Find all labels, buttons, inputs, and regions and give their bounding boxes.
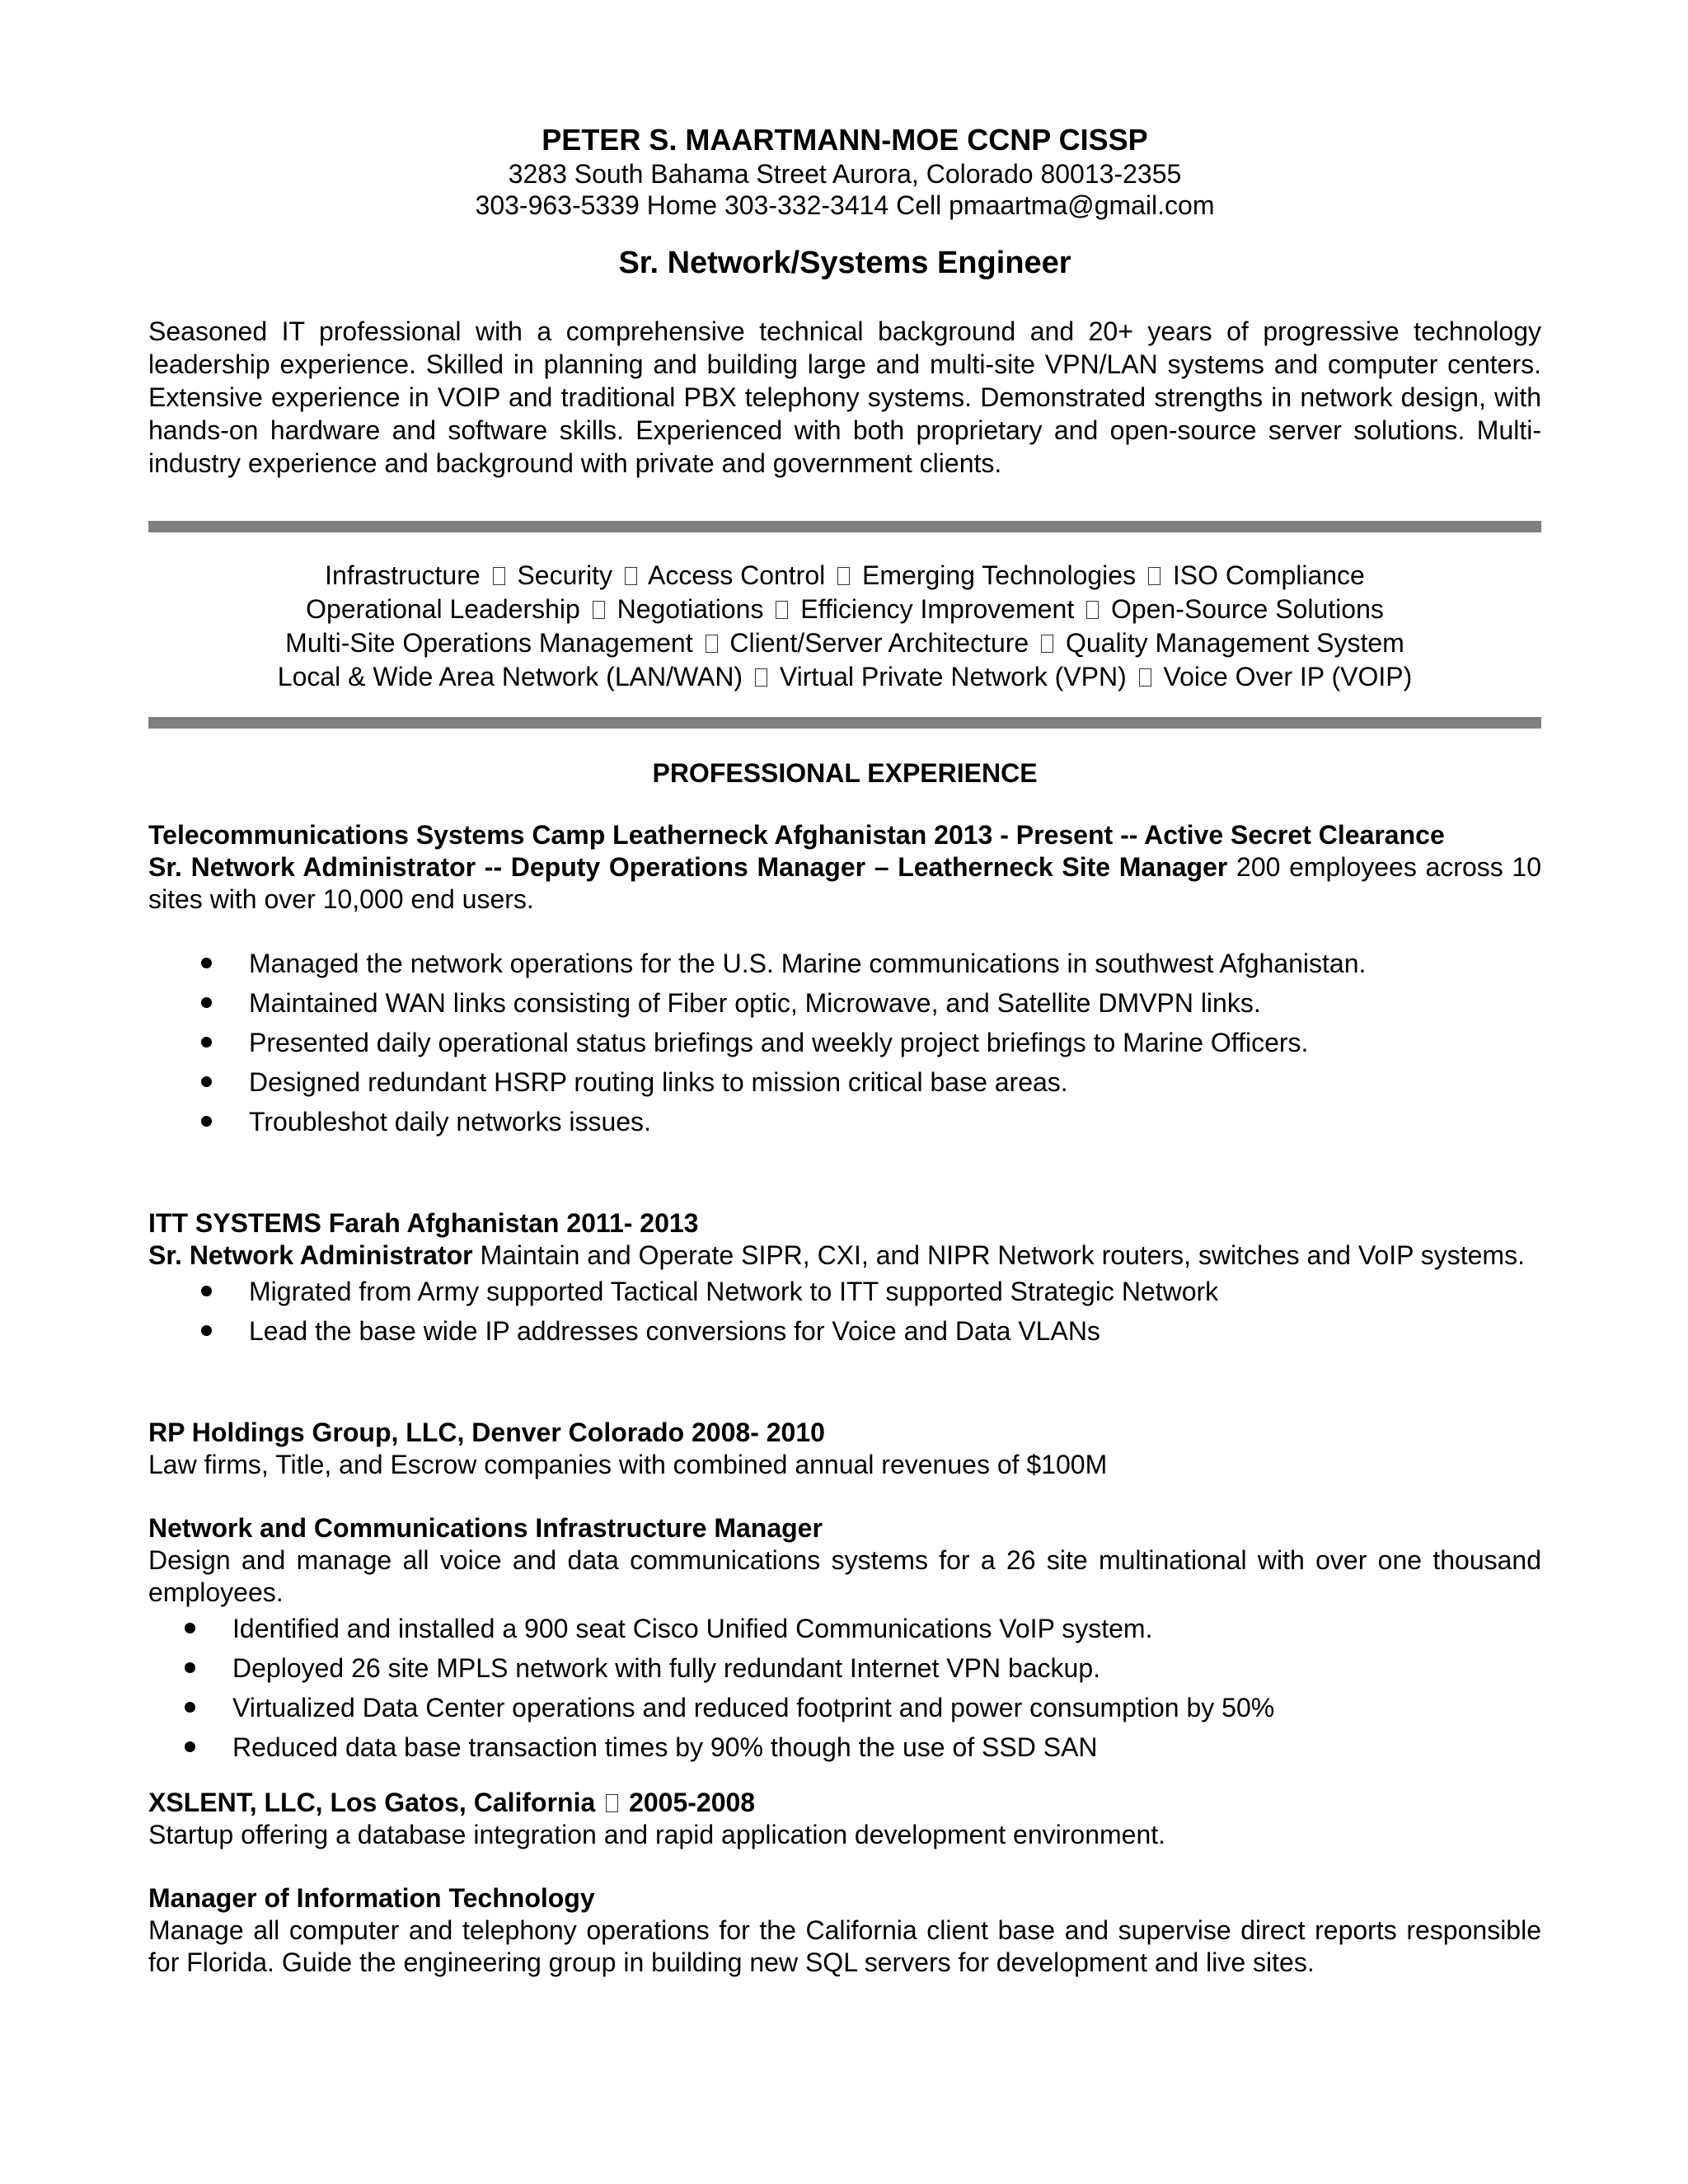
job-company-desc: Startup offering a database integration and rapid application development environment. [148, 1820, 1166, 1849]
job-company: XSLENT, LLC, Los Gatos, California [148, 1788, 596, 1817]
job-role: Sr. Network Administrator [148, 1240, 473, 1270]
separator-icon [1139, 668, 1151, 687]
separator-icon [755, 668, 767, 687]
separator-icon [837, 567, 850, 585]
divider [148, 717, 1541, 729]
bullet-text: Deployed 26 site MPLS network with fully redundant Internet VPN backup. [232, 1653, 1101, 1683]
job-entry [148, 1787, 1541, 1979]
job-role-desc: 200 employees across 10 sites with over 10,000 end users. [148, 852, 1542, 914]
separator-icon [706, 635, 718, 653]
list-item [148, 1062, 1541, 1102]
address-line: 3283 South Bahama Street Aurora, Colorado 80013-2355 [508, 159, 1182, 189]
summary-paragraph: Seasoned IT professional with a comprehensive technical background and 20+ years of progressive technology leadership experience. Skilled in planning and building large and multi-site VPN/LAN systems and computer centers. Extensive experience in VOIP and traditional PBX telephony systems. Demonstrated strengths in network design, with hands-on hardware and software skills. Experienced with both proprietary and open-source server solutions. Multi-industry experience and background with private and government clients. [148, 316, 1541, 478]
skill-item: ISO Compliance [1172, 560, 1365, 590]
job-bullets [148, 944, 1541, 1141]
skill-item: Emerging Technologies [862, 560, 1137, 590]
bullet-icon [185, 1702, 195, 1713]
bullet-icon [201, 1037, 212, 1047]
job-entry [148, 819, 1541, 1141]
list-item [148, 944, 1541, 983]
skill-item: Multi-Site Operations Management [285, 628, 693, 658]
skill-item: Open-Source Solutions [1111, 594, 1384, 624]
bullet-text: Migrated from Army supported Tactical Network to ITT supported Strategic Network [249, 1277, 1219, 1306]
job-role-desc: Manage all computer and telephony operations for the California client base and supervise direct reports responsible for Florida. Guide the engineering group in building new SQL servers for development and live sites. [148, 1915, 1541, 1977]
skill-item: Access Control [648, 560, 826, 590]
bullet-icon [201, 1076, 212, 1087]
resume-headline: Sr. Network/Systems Engineer [618, 246, 1071, 280]
bullet-text: Lead the base wide IP addresses conversions for Voice and Data VLANs [249, 1316, 1100, 1346]
skill-item: Negotiations [617, 594, 764, 624]
list-item [148, 1688, 1541, 1727]
list-item [148, 983, 1541, 1023]
separator-icon [593, 601, 605, 619]
job-role-desc: Design and manage all voice and data communications systems for a 26 site multinational with over one thousand employees. [148, 1545, 1541, 1607]
bullet-text: Maintained WAN links consisting of Fiber optic, Microwave, and Satellite DMVPN links. [249, 988, 1261, 1018]
bullet-text: Presented daily operational status briefings and weekly project briefings to Marine Officers. [249, 1028, 1309, 1057]
job-heading: ITT SYSTEMS Farah Afghanistan 2011- 2013 [148, 1208, 699, 1238]
list-item [148, 1727, 1541, 1767]
bullet-icon [201, 1325, 212, 1336]
bullet-text: Identified and installed a 900 seat Cisco Unified Communications VoIP system. [232, 1614, 1153, 1643]
list-item [148, 1311, 1541, 1351]
skill-item: Infrastructure [325, 560, 481, 590]
skill-item: Client/Server Architecture [729, 628, 1029, 658]
separator-icon [1041, 635, 1053, 653]
bullet-icon [185, 1741, 195, 1752]
separator-icon [625, 567, 637, 585]
resume-page [148, 122, 1541, 1979]
job-heading [148, 1787, 1541, 1819]
divider [148, 521, 1541, 532]
skill-item: Quality Management System [1065, 628, 1404, 658]
bullet-icon [201, 958, 212, 968]
skills-line [148, 660, 1541, 694]
job-bullets [148, 1609, 1541, 1767]
candidate-name: PETER S. MAARTMANN-MOE CCNP CISSP [542, 123, 1148, 157]
job-dates: 2005-2008 [629, 1788, 756, 1817]
skill-item: Efficiency Improvement [800, 594, 1075, 624]
separator-icon [1086, 601, 1099, 619]
separator-icon [1148, 567, 1160, 585]
bullet-icon [201, 1116, 212, 1127]
skill-item: Local & Wide Area Network (LAN/WAN) [277, 662, 743, 691]
bullet-text: Troubleshot daily networks issues. [249, 1107, 651, 1137]
job-bullets [148, 1272, 1541, 1351]
section-title: PROFESSIONAL EXPERIENCE [652, 758, 1038, 788]
contact-line: 303-963-5339 Home 303-332-3414 Cell pmaartma@gmail.com [475, 190, 1215, 220]
job-entry [148, 1207, 1541, 1351]
separator-icon [776, 601, 788, 619]
skill-item: Voice Over IP (VOIP) [1163, 662, 1413, 691]
bullet-text: Designed redundant HSRP routing links to mission critical base areas. [249, 1067, 1068, 1097]
list-item [148, 1272, 1541, 1311]
separator-icon [606, 1794, 618, 1812]
job-role: Sr. Network Administrator -- Deputy Operations Manager – Leatherneck Site Manager [148, 852, 1228, 882]
job-heading: Telecommunications Systems Camp Leatherneck Afghanistan 2013 - Present -- Active Secret Clearance [148, 820, 1445, 850]
bullet-icon [201, 997, 212, 1008]
job-role: Network and Communications Infrastructure Manager [148, 1513, 823, 1543]
bullet-icon [201, 1286, 212, 1296]
bullet-text: Virtualized Data Center operations and reduced footprint and power consumption by 50% [232, 1693, 1275, 1722]
job-company-desc: Law firms, Title, and Escrow companies with combined annual revenues of $100M [148, 1450, 1108, 1479]
skill-item: Virtual Private Network (VPN) [779, 662, 1127, 691]
separator-icon [493, 567, 505, 585]
bullet-icon [185, 1662, 195, 1673]
skill-item: Security [517, 560, 613, 590]
list-item [148, 1102, 1541, 1141]
job-role-line [148, 1240, 1541, 1272]
job-heading: RP Holdings Group, LLC, Denver Colorado 2008- 2010 [148, 1418, 825, 1447]
job-role-line [148, 851, 1541, 916]
skills-block [148, 559, 1541, 694]
skill-item: Operational Leadership [306, 594, 580, 624]
bullet-icon [185, 1623, 195, 1633]
job-role: Manager of Information Technology [148, 1883, 595, 1913]
list-item [148, 1609, 1541, 1648]
skills-line [148, 559, 1541, 593]
job-role-desc: Maintain and Operate SIPR, CXI, and NIPR Network routers, switches and VoIP systems. [472, 1240, 1525, 1270]
job-entry [148, 1417, 1541, 1767]
list-item [148, 1023, 1541, 1062]
skills-line [148, 626, 1541, 660]
bullet-text: Managed the network operations for the U.S. Marine communications in southwest Afghanistan. [249, 949, 1367, 978]
skills-line [148, 593, 1541, 626]
list-item [148, 1648, 1541, 1688]
bullet-text: Reduced data base transaction times by 90% though the use of SSD SAN [232, 1732, 1098, 1762]
